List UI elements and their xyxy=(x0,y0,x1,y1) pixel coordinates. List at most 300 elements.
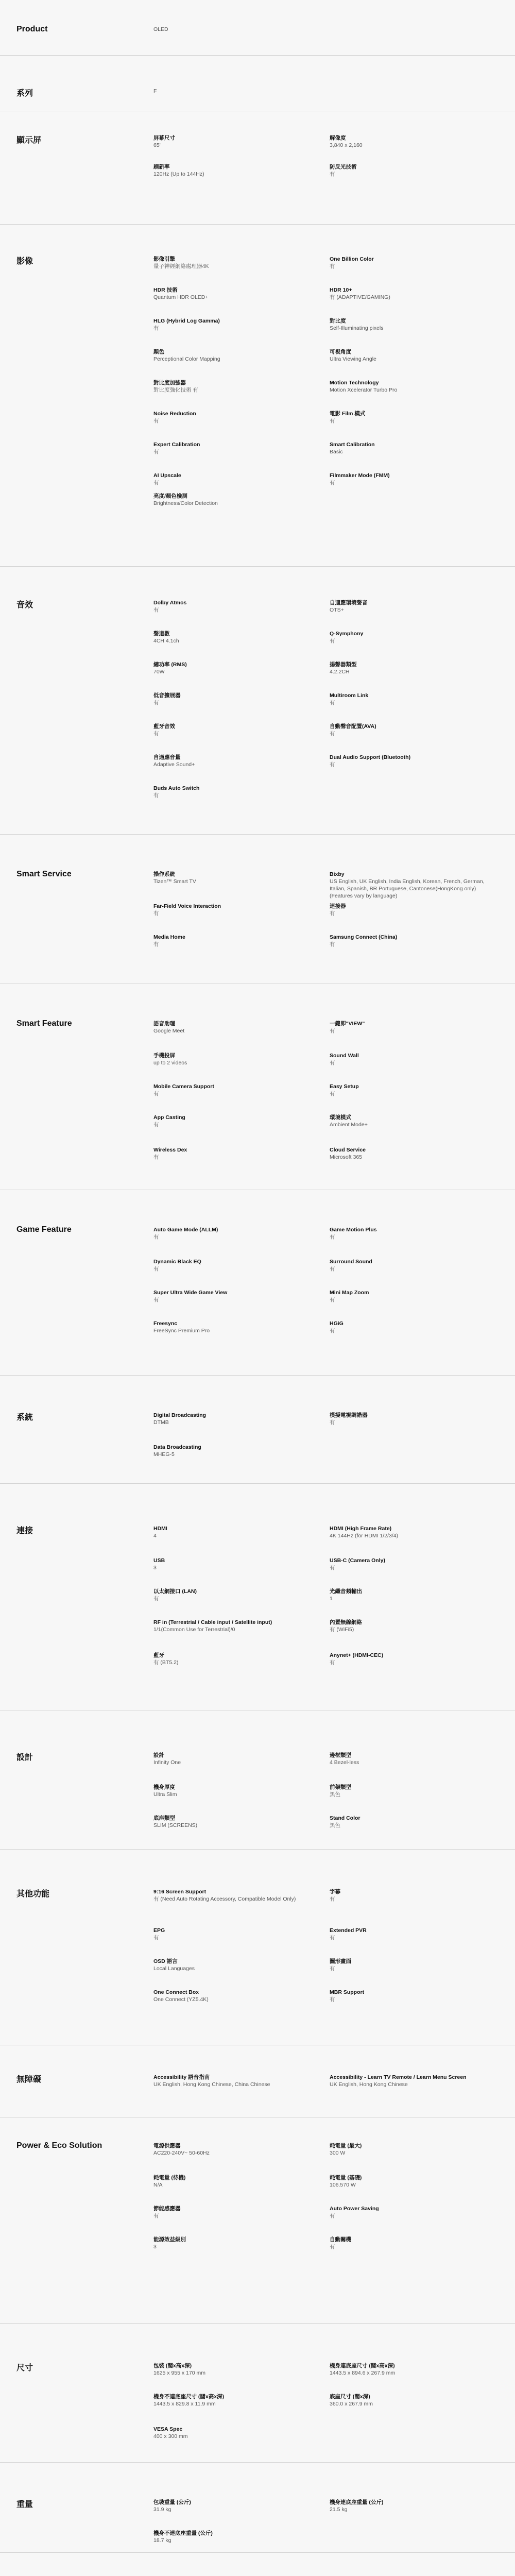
spec-label: USB xyxy=(153,1557,165,1564)
spec-item xyxy=(153,1320,308,1334)
spec-value: 有 (Need Auto Rotating Accessory, Compatible Model Only) xyxy=(153,1896,296,1902)
spec-value: Brightness/Color Detection xyxy=(153,500,218,506)
spec-label: 防反光技術 xyxy=(330,164,357,170)
spec-item xyxy=(330,441,494,455)
section-title: 音效 xyxy=(16,601,33,609)
spec-label: 一鍵即"VIEW" xyxy=(330,1021,365,1027)
spec-value: 有 xyxy=(153,480,159,486)
section-16 xyxy=(0,2553,515,2576)
spec-label: Dynamic Black EQ xyxy=(153,1259,201,1265)
spec-value: 有 xyxy=(153,792,159,799)
spec-item xyxy=(330,286,494,301)
spec-value: Local Languages xyxy=(153,1965,195,1972)
spec-item xyxy=(153,754,308,768)
spec-value: Ultra Slim xyxy=(153,1791,177,1798)
spec-value: 有 xyxy=(330,1935,335,1941)
spec-item xyxy=(153,1815,308,1829)
spec-label: 邊框類型 xyxy=(330,1752,351,1758)
spec-label: Media Home xyxy=(153,934,185,940)
spec-value: 有 xyxy=(330,2244,335,2250)
spec-label: 字幕 xyxy=(330,1889,340,1895)
section-power-eco-solution xyxy=(0,2117,515,2324)
spec-item xyxy=(153,2530,308,2544)
spec-value: 有 xyxy=(153,418,159,424)
spec-item xyxy=(330,1083,494,1097)
spec-label: 自動關機 xyxy=(330,2236,351,2243)
section-1 xyxy=(0,56,515,111)
spec-value: 1/1(Common Use for Terrestrial)/0 xyxy=(153,1626,235,1633)
spec-item xyxy=(153,2074,308,2088)
spec-value: 有 xyxy=(153,731,159,737)
spec-value: 1443.5 x 894.6 x 267.9 mm xyxy=(330,2370,396,2376)
spec-item xyxy=(330,2205,494,2219)
spec-item xyxy=(330,2362,494,2377)
spec-label: Dual Audio Support (Bluetooth) xyxy=(330,754,411,760)
spec-value: 有 xyxy=(153,449,159,455)
section-15 xyxy=(0,2463,515,2553)
spec-item xyxy=(330,2174,494,2189)
spec-value: 1443.5 x 829.8 x 11.9 mm xyxy=(153,2401,216,2407)
spec-label: 可視角度 xyxy=(330,349,351,355)
spec-label: 圖形畫面 xyxy=(330,1958,351,1964)
section-9 xyxy=(0,1484,515,1710)
spec-label: Filmmaker Mode (FMM) xyxy=(330,472,390,479)
spec-value: 有 xyxy=(330,171,335,177)
spec-label: 解像度 xyxy=(330,135,346,141)
spec-label: Cloud Service xyxy=(330,1147,366,1153)
spec-item xyxy=(330,1888,494,1903)
spec-label: 包裝 (闊x高x深) xyxy=(153,2363,192,2369)
spec-item xyxy=(153,256,308,270)
spec-label: 光纖音頻輸出 xyxy=(330,1588,362,1595)
spec-item xyxy=(153,599,308,614)
spec-item xyxy=(330,1320,494,1334)
spec-item xyxy=(153,26,308,33)
spec-item xyxy=(330,1052,494,1066)
spec-label: 耗電量 (基礎) xyxy=(330,2175,362,2181)
spec-item xyxy=(330,1114,494,1128)
spec-label: HDR 技術 xyxy=(153,287,178,293)
spec-item xyxy=(330,723,494,737)
spec-item xyxy=(330,1958,494,1972)
spec-label: Far-Field Voice Interaction xyxy=(153,903,221,909)
spec-label: Sound Wall xyxy=(330,1053,359,1059)
spec-item xyxy=(153,1114,308,1128)
spec-label: 設計 xyxy=(153,1752,164,1758)
spec-value: 65" xyxy=(153,142,162,148)
spec-value: 有 xyxy=(330,941,335,947)
spec-label: 機身厚度 xyxy=(153,1784,175,1790)
spec-item xyxy=(153,692,308,706)
spec-value: Basic xyxy=(330,449,343,455)
spec-value: 有 (WiFi5) xyxy=(330,1626,354,1633)
section-12 xyxy=(0,2045,515,2117)
spec-item xyxy=(153,1258,308,1273)
spec-label: Surround Sound xyxy=(330,1259,372,1265)
spec-item xyxy=(330,1020,494,1035)
spec-label: 低音擴展器 xyxy=(153,692,181,699)
section-title: Game Feature xyxy=(16,1225,72,1234)
spec-item xyxy=(153,317,308,332)
spec-value: 有 xyxy=(330,418,335,424)
spec-label: 連接器 xyxy=(330,903,346,909)
spec-item xyxy=(330,599,494,614)
spec-label: RF in (Terrestrial / Cable input / Satellite input) xyxy=(153,1619,272,1625)
spec-label: 包裝重量 (公斤) xyxy=(153,2499,191,2505)
spec-value: MHEG-5 xyxy=(153,1451,175,1458)
spec-value: 4CH 4.1ch xyxy=(153,638,179,644)
spec-label: 電源供應器 xyxy=(153,2143,181,2149)
spec-item xyxy=(153,723,308,737)
spec-value: 有 xyxy=(330,1028,335,1034)
spec-label: HGiG xyxy=(330,1320,344,1327)
spec-value: UK English, Hong Kong Chinese, China Chinese xyxy=(153,2081,270,2088)
spec-value: 有 xyxy=(153,1297,159,1303)
spec-item xyxy=(153,903,308,917)
section-smart-feature xyxy=(0,984,515,1190)
spec-item xyxy=(330,472,494,486)
spec-item xyxy=(153,1588,308,1602)
spec-label: 機身不連底座重量 (公斤) xyxy=(153,2530,213,2536)
spec-value: 有 xyxy=(330,1896,335,1902)
spec-item xyxy=(330,1557,494,1571)
spec-label: One Connect Box xyxy=(153,1989,199,1995)
spec-item xyxy=(330,871,494,900)
spec-item xyxy=(153,1146,308,1161)
spec-label: AI Upscale xyxy=(153,472,181,479)
section-title: Smart Service xyxy=(16,870,72,878)
spec-label: Multiroom Link xyxy=(330,692,369,699)
spec-label: 聲道數 xyxy=(153,631,170,637)
spec-item xyxy=(153,871,308,885)
spec-item xyxy=(153,2236,308,2250)
spec-value: 有 xyxy=(153,1935,159,1941)
spec-label: HDMI (High Frame Rate) xyxy=(330,1526,392,1532)
spec-item xyxy=(153,2174,308,2189)
spec-value: US English, UK English, India English, Korean, French, German, Italian, Spanish, BR Portuguese, Cantonese(HongKong only) (Features vary by language) xyxy=(330,878,485,899)
spec-item xyxy=(153,1652,308,1666)
section-title: 尺寸 xyxy=(16,2364,33,2372)
spec-label: OSD 語言 xyxy=(153,1958,178,1964)
spec-item xyxy=(330,934,494,948)
spec-label: Wireless Dex xyxy=(153,1147,187,1153)
spec-label: 手機投屏 xyxy=(153,1053,175,1059)
spec-label: 自適應環境聲音 xyxy=(330,600,368,606)
spec-value: Quantum HDR OLED+ xyxy=(153,294,209,300)
spec-value: 有 xyxy=(330,700,335,706)
spec-value: 400 x 300 mm xyxy=(153,2433,188,2439)
spec-label: App Casting xyxy=(153,1114,185,1121)
spec-item xyxy=(330,1619,494,1633)
spec-value: 有 xyxy=(330,263,335,269)
spec-value: F xyxy=(153,88,157,94)
spec-label: 藍牙音效 xyxy=(153,723,175,730)
spec-label: Accessibility - Learn TV Remote / Learn Menu Screen xyxy=(330,2074,467,2080)
spec-label: Freesync xyxy=(153,1320,178,1327)
section-title: 顯示屏 xyxy=(16,136,42,145)
spec-value: OTS+ xyxy=(330,607,344,613)
spec-label: 環境模式 xyxy=(330,1114,351,1121)
spec-item xyxy=(330,1146,494,1161)
spec-value: Ambient Mode+ xyxy=(330,1122,368,1128)
section-title: 其他功能 xyxy=(16,1890,50,1899)
spec-item xyxy=(330,661,494,675)
spec-label: 影像引擎 xyxy=(153,256,175,262)
spec-label: EPG xyxy=(153,1927,165,1934)
section-3 xyxy=(0,225,515,567)
spec-label: 底座尺寸 (闊x深) xyxy=(330,2394,370,2400)
spec-value: 31.9 kg xyxy=(153,2506,171,2513)
spec-item xyxy=(330,2074,494,2088)
spec-value: 有 xyxy=(153,700,159,706)
section-2 xyxy=(0,111,515,225)
spec-item xyxy=(330,2393,494,2408)
spec-value: 4 xyxy=(153,1533,157,1539)
spec-item xyxy=(153,1927,308,1941)
spec-value: 有 xyxy=(153,607,159,613)
spec-item xyxy=(330,1784,494,1798)
spec-label: 節能感應器 xyxy=(153,2206,181,2212)
spec-label: HLG (Hybrid Log Gamma) xyxy=(153,318,220,324)
spec-label: Data Broadcasting xyxy=(153,1444,201,1450)
spec-value: SLIM (SCREENS) xyxy=(153,1822,198,1828)
spec-item xyxy=(330,410,494,425)
spec-item xyxy=(153,934,308,948)
spec-label: Samsung Connect (China) xyxy=(330,934,398,940)
spec-item xyxy=(153,1083,308,1097)
spec-item xyxy=(153,88,308,95)
spec-item xyxy=(330,2236,494,2250)
spec-value: up to 2 videos xyxy=(153,1060,187,1066)
spec-value: One Connect (YZ5.4K) xyxy=(153,1996,209,2003)
spec-value: OLED xyxy=(153,26,168,32)
section-title: 系列 xyxy=(16,89,33,98)
spec-value: 106.570 W xyxy=(330,2182,356,2188)
spec-label: Smart Calibration xyxy=(330,442,375,448)
spec-value: 有 xyxy=(330,1659,335,1666)
spec-item xyxy=(330,163,494,178)
spec-value: 有 xyxy=(153,1266,159,1272)
spec-value: 有 xyxy=(330,1965,335,1972)
spec-value: 3,840 x 2,160 xyxy=(330,142,363,148)
spec-value: 有 xyxy=(330,2213,335,2219)
spec-item xyxy=(153,2499,308,2513)
spec-value: AC220-240V~ 50-60Hz xyxy=(153,2150,210,2156)
spec-item xyxy=(330,379,494,394)
spec-item xyxy=(153,1557,308,1571)
spec-item xyxy=(153,493,308,507)
spec-label: USB-C (Camera Only) xyxy=(330,1557,385,1564)
spec-label: Game Motion Plus xyxy=(330,1227,377,1233)
spec-label: 電影 Film 模式 xyxy=(330,411,366,417)
spec-label: Accessibility 語音指南 xyxy=(153,2074,210,2080)
spec-label: VESA Spec xyxy=(153,2426,183,2432)
spec-label: MBR Support xyxy=(330,1989,365,1995)
spec-label: Q-Symphony xyxy=(330,631,364,637)
spec-label: Buds Auto Switch xyxy=(153,785,200,791)
spec-label: 能源效益級別 xyxy=(153,2236,186,2243)
spec-label: 顏色 xyxy=(153,349,164,355)
spec-value: 有 xyxy=(330,1565,335,1571)
spec-item xyxy=(153,441,308,455)
section-title: Power & Eco Solution xyxy=(16,2141,102,2150)
spec-label: Dolby Atmos xyxy=(153,600,187,606)
spec-item xyxy=(153,785,308,799)
spec-value: 1 xyxy=(330,1596,333,1602)
spec-label: Bixby xyxy=(330,871,345,877)
spec-value: Tizen™ Smart TV xyxy=(153,878,196,885)
spec-item xyxy=(153,1020,308,1035)
spec-value: 有 (ADAPTIVE/GAMING) xyxy=(330,294,390,300)
spec-label: HDMI xyxy=(153,1526,167,1532)
spec-value: Adaptive Sound+ xyxy=(153,761,195,768)
spec-label: 模擬電視調諧器 xyxy=(330,1412,368,1418)
spec-item xyxy=(153,1444,308,1458)
spec-label: Mini Map Zoom xyxy=(330,1290,369,1296)
spec-value: Ultra Viewing Angle xyxy=(330,356,376,362)
spec-item xyxy=(330,1588,494,1602)
spec-value: 70W xyxy=(153,669,165,675)
spec-item xyxy=(153,1052,308,1066)
spec-value: N/A xyxy=(153,2182,163,2188)
spec-item xyxy=(153,1752,308,1766)
spec-item xyxy=(330,1752,494,1766)
spec-value: 有 xyxy=(153,941,159,947)
spec-item xyxy=(153,163,308,178)
spec-item xyxy=(330,903,494,917)
spec-value: 有 xyxy=(330,1297,335,1303)
section-title: 系統 xyxy=(16,1413,33,1422)
spec-label: 對比度 xyxy=(330,318,346,324)
section-title: 影像 xyxy=(16,257,33,266)
spec-value: Motion Xcelerator Turbo Pro xyxy=(330,387,398,393)
spec-item xyxy=(153,1784,308,1798)
spec-label: HDR 10+ xyxy=(330,287,352,293)
spec-value: 有 xyxy=(153,325,159,331)
spec-value: 有 xyxy=(330,1996,335,2003)
spec-label: Digital Broadcasting xyxy=(153,1412,207,1418)
section-title: 重量 xyxy=(16,2500,33,2509)
spec-label: 耗電量 (最大) xyxy=(330,2143,362,2149)
spec-item xyxy=(153,2426,308,2440)
section-title: Smart Feature xyxy=(16,1019,72,1028)
spec-item xyxy=(153,1412,308,1426)
spec-value: 有 xyxy=(330,480,335,486)
spec-value: 有 xyxy=(330,731,335,737)
spec-label: Noise Reduction xyxy=(153,411,196,417)
spec-value: 120Hz (Up to 144Hz) xyxy=(153,171,204,177)
spec-label: Stand Color xyxy=(330,1815,360,1821)
spec-item xyxy=(330,1652,494,1666)
spec-item xyxy=(153,1958,308,1972)
spec-item xyxy=(330,1226,494,1241)
spec-item xyxy=(330,2499,494,2513)
spec-value: Infinity One xyxy=(153,1759,181,1766)
spec-label: 機身連底座重量 (公斤) xyxy=(330,2499,384,2505)
spec-label: Motion Technology xyxy=(330,380,379,386)
spec-value: 4.2.2CH xyxy=(330,669,350,675)
spec-value: 有 xyxy=(330,1091,335,1097)
spec-value: 1625 x 955 x 170 mm xyxy=(153,2370,205,2376)
spec-item xyxy=(330,134,494,149)
spec-item xyxy=(153,2393,308,2408)
spec-item xyxy=(153,1989,308,2003)
spec-item xyxy=(330,256,494,270)
spec-value: 有 xyxy=(330,1234,335,1240)
spec-value: 4K 144Hz (for HDMI 1/2/3/4) xyxy=(330,1533,399,1539)
spec-label: 自適應音量 xyxy=(153,754,181,760)
spec-label: Auto Game Mode (ALLM) xyxy=(153,1227,218,1233)
spec-value: 有 (BT5.2) xyxy=(153,1659,179,1666)
spec-item xyxy=(330,1525,494,1539)
spec-value: 有 xyxy=(153,1596,159,1602)
spec-item xyxy=(153,1619,308,1633)
spec-value: 有 xyxy=(330,1060,335,1066)
spec-value: 21.5 kg xyxy=(330,2506,348,2513)
spec-label: Mobile Camera Support xyxy=(153,1083,214,1090)
spec-value: 有 xyxy=(330,1328,335,1334)
spec-item xyxy=(330,1258,494,1273)
spec-value: 有 xyxy=(330,638,335,644)
spec-item xyxy=(330,1815,494,1829)
spec-item xyxy=(153,630,308,645)
spec-item xyxy=(153,1226,308,1241)
section-14 xyxy=(0,2324,515,2463)
spec-value: Self-Illuminating pixels xyxy=(330,325,384,331)
spec-item xyxy=(153,348,308,363)
section-11 xyxy=(0,1850,515,2045)
spec-value: 對比度強化技術 有 xyxy=(153,387,198,393)
spec-item xyxy=(153,1525,308,1539)
spec-item xyxy=(330,692,494,706)
spec-label: 前架類型 xyxy=(330,1784,351,1790)
spec-value: 300 W xyxy=(330,2150,346,2156)
spec-label: 底座類型 xyxy=(153,1815,175,1821)
spec-label: 內置無線網絡 xyxy=(330,1619,362,1625)
spec-item xyxy=(153,661,308,675)
spec-item xyxy=(153,1888,308,1903)
spec-label: Super Ultra Wide Game View xyxy=(153,1290,228,1296)
spec-label: Expert Calibration xyxy=(153,442,200,448)
section-4 xyxy=(0,567,515,835)
spec-value: Microsoft 365 xyxy=(330,1154,363,1160)
spec-value: 量子神經網絡處理器4K xyxy=(153,263,209,269)
section-8 xyxy=(0,1376,515,1484)
spec-value: FreeSync Premium Pro xyxy=(153,1328,210,1334)
spec-item xyxy=(153,472,308,486)
spec-item xyxy=(330,348,494,363)
spec-item xyxy=(153,379,308,394)
spec-value: 有 xyxy=(153,910,159,917)
spec-label: Anynet+ (HDMI-CEC) xyxy=(330,1652,384,1658)
section-10 xyxy=(0,1710,515,1850)
spec-label: 亮度/顏色檢測 xyxy=(153,493,187,499)
spec-value: 有 xyxy=(330,1419,335,1426)
spec-item xyxy=(330,2142,494,2157)
spec-item xyxy=(153,1289,308,1303)
spec-value: Google Meet xyxy=(153,1028,185,1034)
spec-value: UK English, Hong Kong Chinese xyxy=(330,2081,408,2088)
spec-label: 耗電量 (待機) xyxy=(153,2175,186,2181)
spec-label: 9:16 Screen Support xyxy=(153,1889,207,1895)
spec-label: 機身連底座尺寸 (闊x高x深) xyxy=(330,2363,395,2369)
section-title: 設計 xyxy=(16,1753,33,1762)
spec-value: 3 xyxy=(153,1565,157,1571)
spec-item xyxy=(330,1412,494,1426)
spec-label: 機身不連底座尺寸 (闊x高x深) xyxy=(153,2394,225,2400)
spec-label: Extended PVR xyxy=(330,1927,367,1934)
section-game-feature xyxy=(0,1190,515,1376)
